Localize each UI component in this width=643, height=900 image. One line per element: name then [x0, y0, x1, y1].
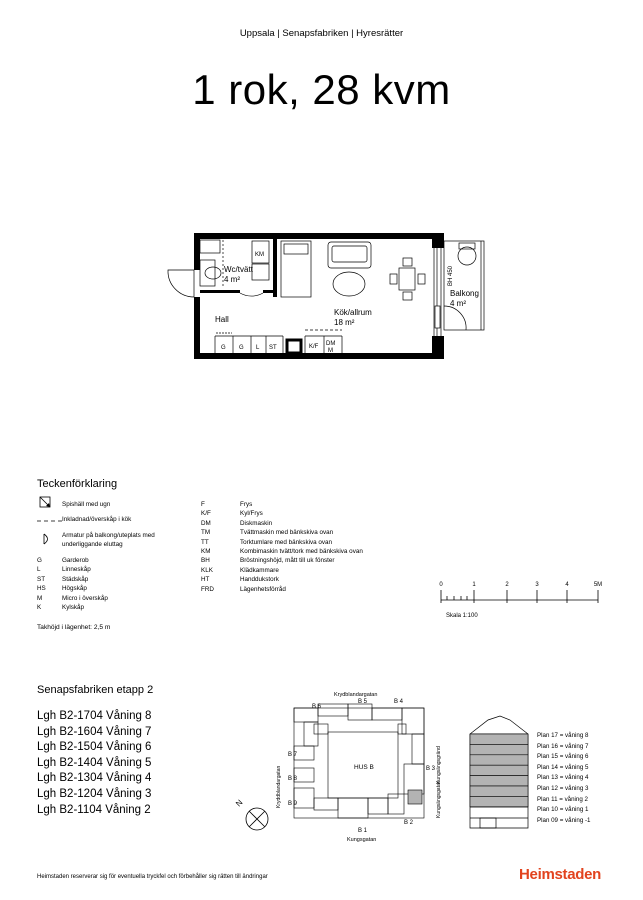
balcony-name: Balkong	[450, 289, 479, 298]
legend-text: Handdukstork	[240, 576, 279, 584]
legend-text: Lägenhetsförråd	[240, 585, 286, 593]
legend-text: Linneskåp	[62, 566, 91, 574]
legend-texts-left	[62, 556, 108, 612]
scale-tick-label: 4	[565, 582, 569, 588]
etapp-title: Senapsfabriken etapp 2	[37, 684, 154, 696]
building-label: B 6	[312, 704, 322, 710]
legend-code: KLK	[201, 566, 213, 574]
legend-symbol-texts	[62, 500, 155, 550]
building-label: B 9	[288, 801, 298, 807]
page-title: 1 rok, 28 kvm	[192, 66, 451, 113]
legend-code: KM	[201, 547, 211, 555]
building-label: B 3	[426, 766, 436, 772]
scale-tick-label: 0	[439, 582, 443, 588]
ceiling-height: Takhöjd i lägenhet: 2,5 m	[37, 624, 111, 631]
legend-item: Armatur på balkong/uteplats med	[62, 531, 155, 539]
legend-code: K	[37, 603, 42, 611]
apartment-item: Lgh B2-1204 Våning 3	[37, 787, 152, 800]
street-label: Kungsgatan	[347, 837, 377, 843]
legend-text: Städskåp	[62, 575, 89, 583]
building-label: B 4	[394, 699, 404, 705]
apartment-item: Lgh B2-1704 Våning 8	[37, 710, 152, 722]
legend-code: TM	[201, 529, 211, 537]
legend-text: Kyl/Frys	[240, 510, 263, 518]
legend-code: G	[37, 557, 42, 564]
wc-door	[240, 293, 263, 296]
floor-item: Plan 14 = våning 5	[537, 763, 589, 771]
legend-codes-right	[201, 500, 214, 594]
building-label: B 8	[288, 776, 298, 782]
scale-tick-label: 1	[472, 582, 476, 588]
floor-item: Plan 13 = våning 4	[537, 774, 589, 782]
legend-item: Spishäll med ugn	[62, 501, 111, 508]
street-label: Kungsängsgatan	[436, 780, 442, 818]
floor-plan	[0, 0, 643, 420]
legend-code: DM	[201, 519, 211, 527]
building-label: B 2	[404, 820, 414, 826]
floor-item: Plan 15 = våning 6	[537, 753, 589, 761]
kitchen-name: Kök/allrum	[334, 308, 372, 317]
wc-name: Wc/tvätt	[224, 265, 253, 274]
legend-code: HT	[201, 576, 210, 584]
legend-code: L	[37, 566, 41, 574]
legend-text: Garderob	[62, 557, 89, 564]
outer-walls	[194, 233, 444, 359]
cleaning-st: ST	[269, 345, 277, 351]
legend-code: ST	[37, 575, 46, 583]
legend-code: M	[37, 594, 43, 602]
scale-tick-label: 3	[535, 582, 539, 588]
kitchen-area: 18 m²	[334, 318, 355, 327]
floor-item: Plan 17 = våning 8	[537, 732, 589, 739]
legend-code: TT	[201, 538, 209, 546]
dining-set	[390, 258, 425, 300]
wardrobe-g1: G	[221, 345, 226, 351]
brand-logo: Heimstaden	[519, 866, 602, 883]
floor-item: Plan 16 = våning 7	[537, 742, 589, 750]
balcony-area: 4 m²	[450, 299, 466, 308]
apartment-item: Lgh B2-1504 Våning 6	[37, 741, 152, 754]
floor-item: Plan 10 = våning 1	[537, 806, 589, 814]
legend-code: K/F	[201, 510, 211, 518]
legend-text: Högskåp	[62, 585, 87, 593]
dishwasher-dm: DM	[326, 341, 336, 347]
legend-item: underliggande eluttag	[62, 541, 123, 549]
legend-text: Kombimaskin tvätt/tork med bänkskiva ovan	[240, 547, 363, 555]
street-label: Kungsängsgränd	[436, 746, 442, 784]
building-center-label: HUS B	[354, 764, 374, 771]
highlighted-floors	[470, 734, 528, 807]
linen-l: L	[256, 345, 260, 351]
footer-disclaimer: Heimstaden reserverar sig för eventuella tryckfel och förbehåller sig rätten till ändringar	[37, 874, 268, 880]
north-label: N	[234, 797, 245, 809]
lamp-icon	[44, 534, 48, 544]
legend-text: Bröstningshöjd, mått till uk fönster	[240, 557, 335, 565]
site-plan	[228, 688, 458, 848]
legend-code: FRD	[201, 585, 214, 593]
legend-texts-right	[240, 500, 363, 594]
building-block	[294, 704, 424, 818]
building-label: B 1	[358, 828, 368, 834]
bh-label: BH 450	[448, 265, 454, 286]
apartment-item: Lgh B2-1304 Våning 4	[37, 772, 152, 785]
building-label: B 5	[358, 699, 368, 705]
floor-item: Plan 11 = våning 2	[537, 795, 588, 803]
legend-item: Inkladnad/överskåp i kök	[62, 516, 132, 524]
apartment-item: Lgh B2-1404 Våning 5	[37, 756, 152, 769]
floor-list	[537, 731, 591, 826]
section-diagram	[466, 712, 536, 832]
apartment-item: Lgh B2-1604 Våning 7	[37, 725, 152, 738]
legend-code: F	[201, 501, 205, 508]
wc-area: 4 m²	[224, 275, 240, 284]
legend-text: Micro i överskåp	[62, 594, 108, 602]
fridge-kf: K/F	[309, 344, 319, 350]
window-right	[434, 248, 441, 336]
legend-text: Klädkammare	[240, 566, 279, 574]
legend-codes-left	[37, 556, 46, 612]
breadcrumb: Uppsala | Senapsfabriken | Hyresrätter	[239, 28, 404, 39]
scale-bar	[436, 578, 616, 610]
micro-m: M	[328, 348, 333, 354]
hall-label: Hall	[215, 315, 229, 324]
scale-label: Skala 1:100	[446, 613, 478, 619]
coffee-table	[333, 272, 365, 296]
floor-item: Plan 12 = våning 3	[537, 784, 589, 792]
street-label: Krydblandargatan	[334, 692, 378, 698]
entry-door	[168, 270, 194, 297]
legend-code: BH	[201, 557, 210, 565]
legend-title: Teckenförklaring	[37, 478, 118, 490]
shaft	[287, 340, 301, 353]
km-label: KM	[255, 252, 264, 258]
building-b2-highlight	[408, 790, 422, 804]
bed	[281, 241, 311, 297]
stove-icon	[40, 497, 50, 507]
legend-text: Diskmaskin	[240, 519, 273, 527]
sofa	[328, 242, 371, 268]
wardrobe-g2: G	[239, 345, 244, 351]
building-label: B 7	[288, 752, 298, 758]
legend-text: Tvättmaskin med bänkskiva ovan	[240, 529, 334, 537]
street-label: Kryddblandargatan	[276, 765, 282, 808]
legend-text: Frys	[240, 501, 253, 508]
apartment-item: Lgh B2-1104 Våning 2	[37, 803, 151, 816]
scale-tick-label: 5M	[593, 582, 603, 588]
apartment-list	[37, 709, 151, 818]
north-compass-icon	[234, 798, 268, 830]
scale-tick-label: 2	[505, 582, 509, 588]
legend-text: Kylskåp	[62, 603, 85, 611]
floor-item: Plan 09 = våning -1	[537, 816, 591, 824]
legend-text: Torktumlare med bänkskiva ovan	[240, 538, 333, 546]
legend-code: HS	[37, 585, 46, 593]
